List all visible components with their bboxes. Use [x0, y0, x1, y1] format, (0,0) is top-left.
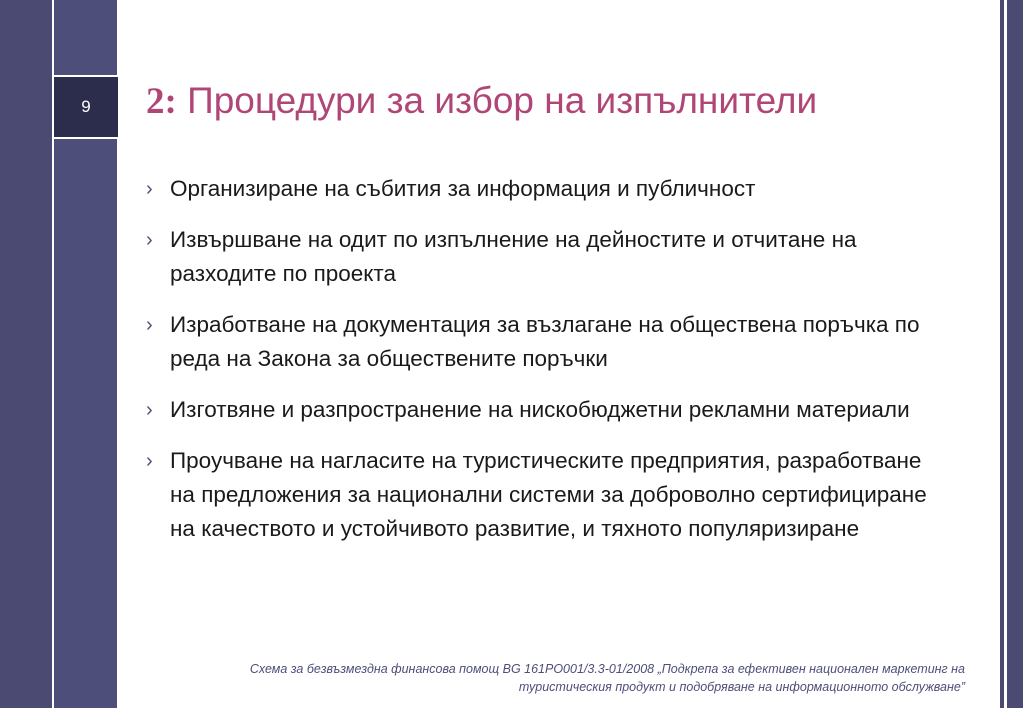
- slide-number-box: [52, 75, 118, 139]
- bullet-chevron-icon: ›: [146, 314, 153, 336]
- footer-note: [205, 660, 965, 696]
- right-divider-line: [1004, 0, 1007, 708]
- bullet-chevron-icon: ›: [146, 450, 153, 472]
- list-item-text: Изработване на документация за възлагане на обществена поръчка по реда на Закона за обществените поръчки: [170, 312, 920, 371]
- footer-line-2: туристическия продукт и подобряване на информационното обслужване”: [518, 680, 965, 694]
- slide-number: 9: [81, 97, 91, 116]
- list-item-text: Проучване на нагласите на туристическите предприятия, разработване на предложения за национални системи за доброволно сертифициране на качеството и устойчивото развитие, и тяхното популяризиране: [170, 448, 927, 541]
- left-decorative-bar: [0, 0, 52, 708]
- title-text: Процедури за избор на изпълнители: [176, 80, 818, 121]
- list-item: [146, 172, 946, 206]
- list-item: [146, 223, 946, 291]
- bullet-list: [146, 172, 946, 563]
- list-item-text: Извършване на одит по изпълнение на дейностите и отчитане на разходите по проекта: [170, 227, 857, 286]
- list-item: [146, 308, 946, 376]
- list-item-text: Изготвяне и разпространение на нискобюджетни рекламни материали: [170, 397, 910, 422]
- bullet-chevron-icon: ›: [146, 229, 153, 251]
- bullet-chevron-icon: ›: [146, 178, 153, 200]
- footer-line-1: Схема за безвъзмездна финансова помощ BG 161PO001/3.3-01/2008 „Подкрепа за ефективен национален маркетинг на: [249, 662, 965, 676]
- title-number: 2:: [146, 81, 177, 122]
- right-decorative-bar: [998, 0, 1023, 708]
- list-item: [146, 444, 946, 546]
- slide-title: [146, 80, 817, 123]
- list-item: [146, 393, 946, 427]
- bullet-chevron-icon: ›: [146, 399, 153, 421]
- list-item-text: Организиране на събития за информация и публичност: [170, 176, 756, 201]
